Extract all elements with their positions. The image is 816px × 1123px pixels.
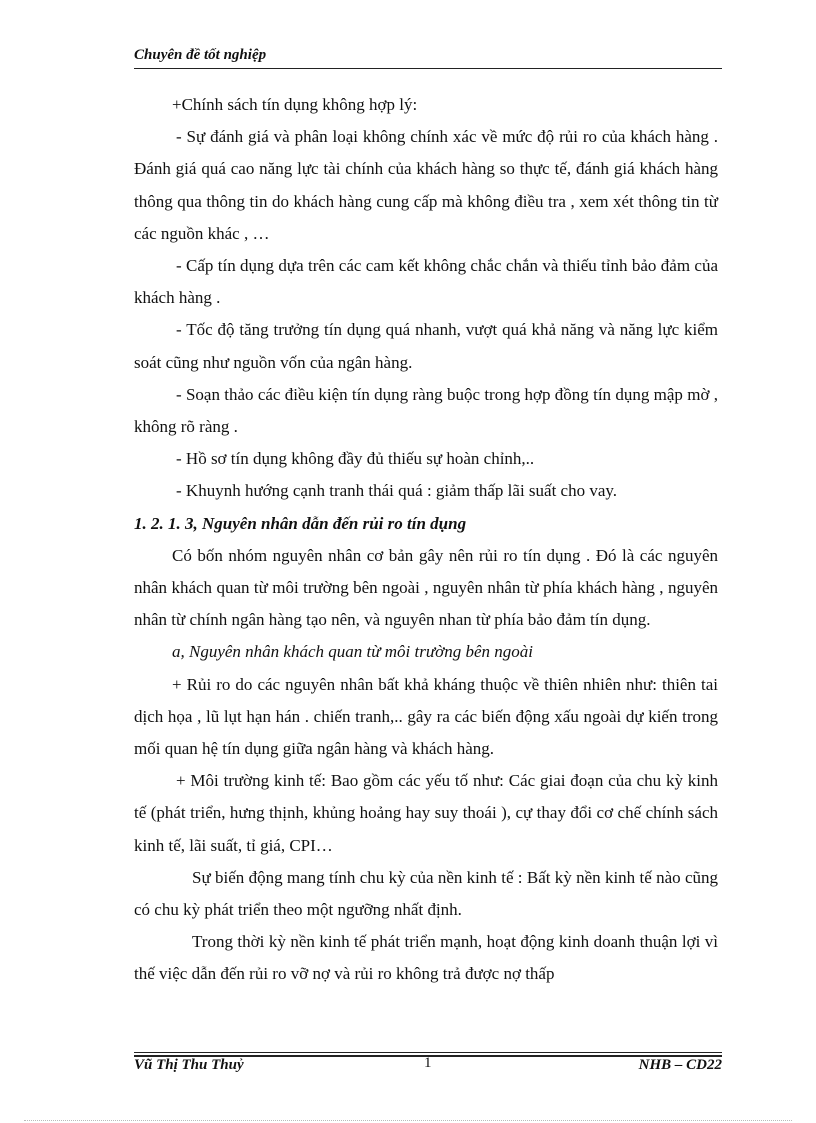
document-body: [134, 89, 718, 991]
paragraph: + Môi trường kinh tế: Bao gồm các yếu tố như: Các giai đoạn của chu kỳ kinh tế (phát triển, hưng thịnh, khủng hoảng hay suy thoái ), cự thay đổi cơ chế chính sách kinh tế, lãi suất, tỉ giá, CPI…: [134, 771, 718, 855]
paragraph: +Chính sách tín dụng không hợp lý:: [172, 95, 418, 114]
footer-author: Vũ Thị Thu Thuỷ: [134, 1057, 244, 1073]
paragraph: Có bốn nhóm nguyên nhân cơ bản gây nên rủi ro tín dụng . Đó là các nguyên nhân khách quan từ môi trường bên ngoài , nguyên nhân từ phía khách hàng , nguyên nhân từ chính ngân hàng tạo nên, và nguyên nhan từ phía bảo đảm tín dụng.: [134, 545, 718, 630]
paragraph: - Soạn thảo các điều kiện tín dụng ràng buộc trong hợp đồng tín dụng mập mờ , không rõ ràng .: [134, 384, 718, 437]
running-footer: [134, 1057, 722, 1079]
paragraph: - Khuynh hướng cạnh tranh thái quá : giảm thấp lãi suất cho vay.: [176, 481, 618, 501]
header-rule: [134, 68, 722, 69]
subsection-heading: a, Nguyên nhân khách quan từ môi trường bên ngoài: [172, 642, 533, 662]
paragraph: Sự biến động mang tính chu kỳ của nền kinh tế : Bất kỳ nền kinh tế nào cũng có chu kỳ phát triển theo một ngưỡng nhất định.: [134, 867, 718, 920]
page-edge-divider: [24, 1120, 792, 1121]
footer-rule: [134, 1052, 722, 1053]
paragraph: - Cấp tín dụng dựa trên các cam kết không chắc chắn và thiếu tỉnh bảo đảm của khách hàng .: [134, 256, 718, 308]
section-heading: 1. 2. 1. 3, Nguyên nhân dẫn đến rủi ro tín dụng: [134, 513, 467, 533]
paragraph: - Tốc độ tăng trưởng tín dụng quá nhanh, vượt quá khả năng và năng lực kiểm soát cũng như nguồn vốn của ngân hàng.: [134, 320, 718, 372]
paragraph: - Hồ sơ tín dụng không đầy đủ thiếu sự hoàn chỉnh,..: [176, 449, 535, 469]
paragraph: + Rủi ro do các nguyên nhân bất khả kháng thuộc về thiên nhiên như: thiên tai dịch họa , lũ lụt hạn hán . chiến tranh,.. gây ra các biến động xấu ngoài dự kiến trong mối quan hệ tín dụng giữa ngân hàng và khách hàng.: [134, 674, 718, 759]
footer-code: NHB – CD22: [638, 1057, 722, 1073]
page-number: 1: [424, 1055, 432, 1071]
paragraph: - Sự đánh giá và phân loại không chính xác về mức độ rủi ro của khách hàng . Đánh giá quá cao năng lực tài chính của khách hàng so thực tế, đánh giá khách hàng thông qua thông tin do khách hàng cung cấp mà không điều tra , xem xét thông tin từ các nguồn khác , …: [134, 127, 718, 243]
paragraph: Trong thời kỳ nền kinh tế phát triển mạnh, hoạt động kinh doanh thuận lợi vì thế việc dẫn đến rủi ro vỡ nợ và rủi ro không trả được nợ thấp: [134, 932, 718, 984]
running-header-title: Chuyên đề tốt nghiệp: [134, 47, 267, 63]
